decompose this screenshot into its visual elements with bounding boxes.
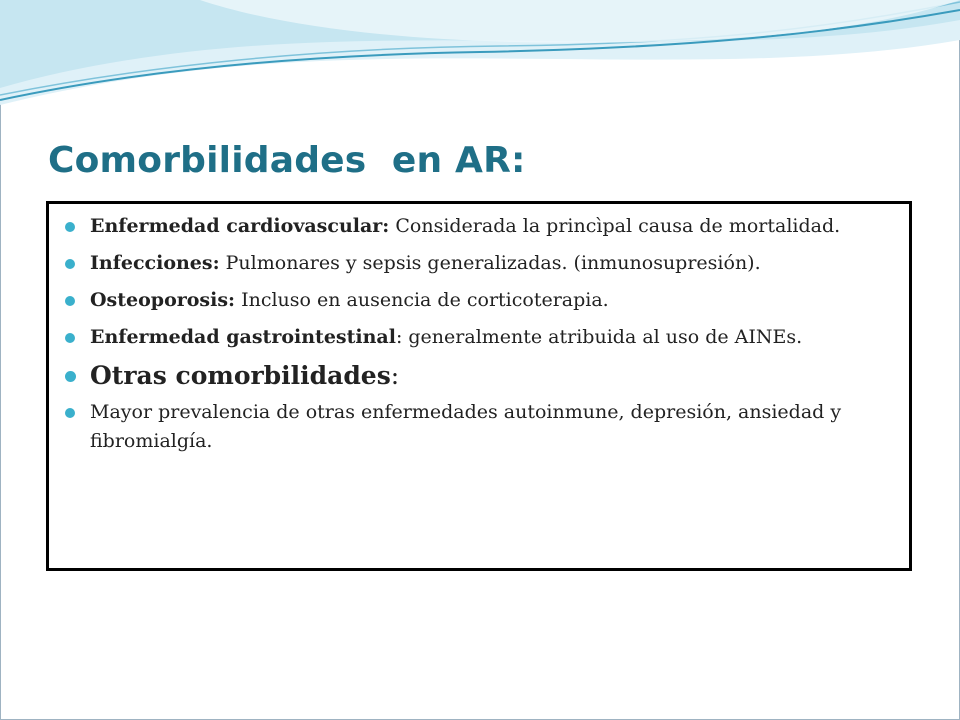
bullet-item-infecciones	[49, 249, 909, 278]
bullet-dot-icon	[65, 333, 75, 343]
bullet-item-otras-comorbilidades	[49, 360, 909, 392]
bullet-item-gastrointestinal	[49, 323, 909, 352]
bullet-dot-icon	[65, 296, 75, 306]
bullet-dot-icon	[65, 371, 76, 382]
bullet-term: Enfermedad cardiovascular:	[90, 215, 390, 237]
bullet-text: Mayor prevalencia de otras enfermedades autoinmune, depresión, ansiedad y fibromialgía.	[90, 401, 842, 452]
bullet-dot-icon	[65, 222, 75, 232]
slide-title: Comorbilidades en AR:	[48, 140, 526, 181]
bullet-item-osteoporosis	[49, 286, 909, 315]
bullet-term: Osteoporosis:	[90, 289, 236, 311]
bullet-text: :	[390, 361, 400, 390]
bullet-dot-icon	[65, 408, 75, 418]
bullet-text: Pulmonares y sepsis generalizadas. (inmunosupresión).	[219, 252, 761, 274]
bullet-text: : generalmente atribuida al uso de AINEs.	[395, 326, 803, 348]
bullet-dot-icon	[65, 259, 75, 269]
bullet-list	[49, 212, 909, 464]
bullet-term: Infecciones:	[90, 252, 220, 274]
bullet-item-cardiovascular	[49, 212, 909, 241]
content-box	[46, 201, 912, 571]
bullet-item-prevalencia	[49, 398, 909, 456]
bullet-text: Considerada la princìpal causa de mortalidad.	[389, 215, 841, 237]
bullet-term: Otras comorbilidades	[90, 361, 391, 390]
header-wave-decoration	[0, 0, 960, 110]
bullet-term: Enfermedad gastrointestinal	[90, 326, 396, 348]
bullet-text: Incluso en ausencia de corticoterapia.	[235, 289, 609, 311]
